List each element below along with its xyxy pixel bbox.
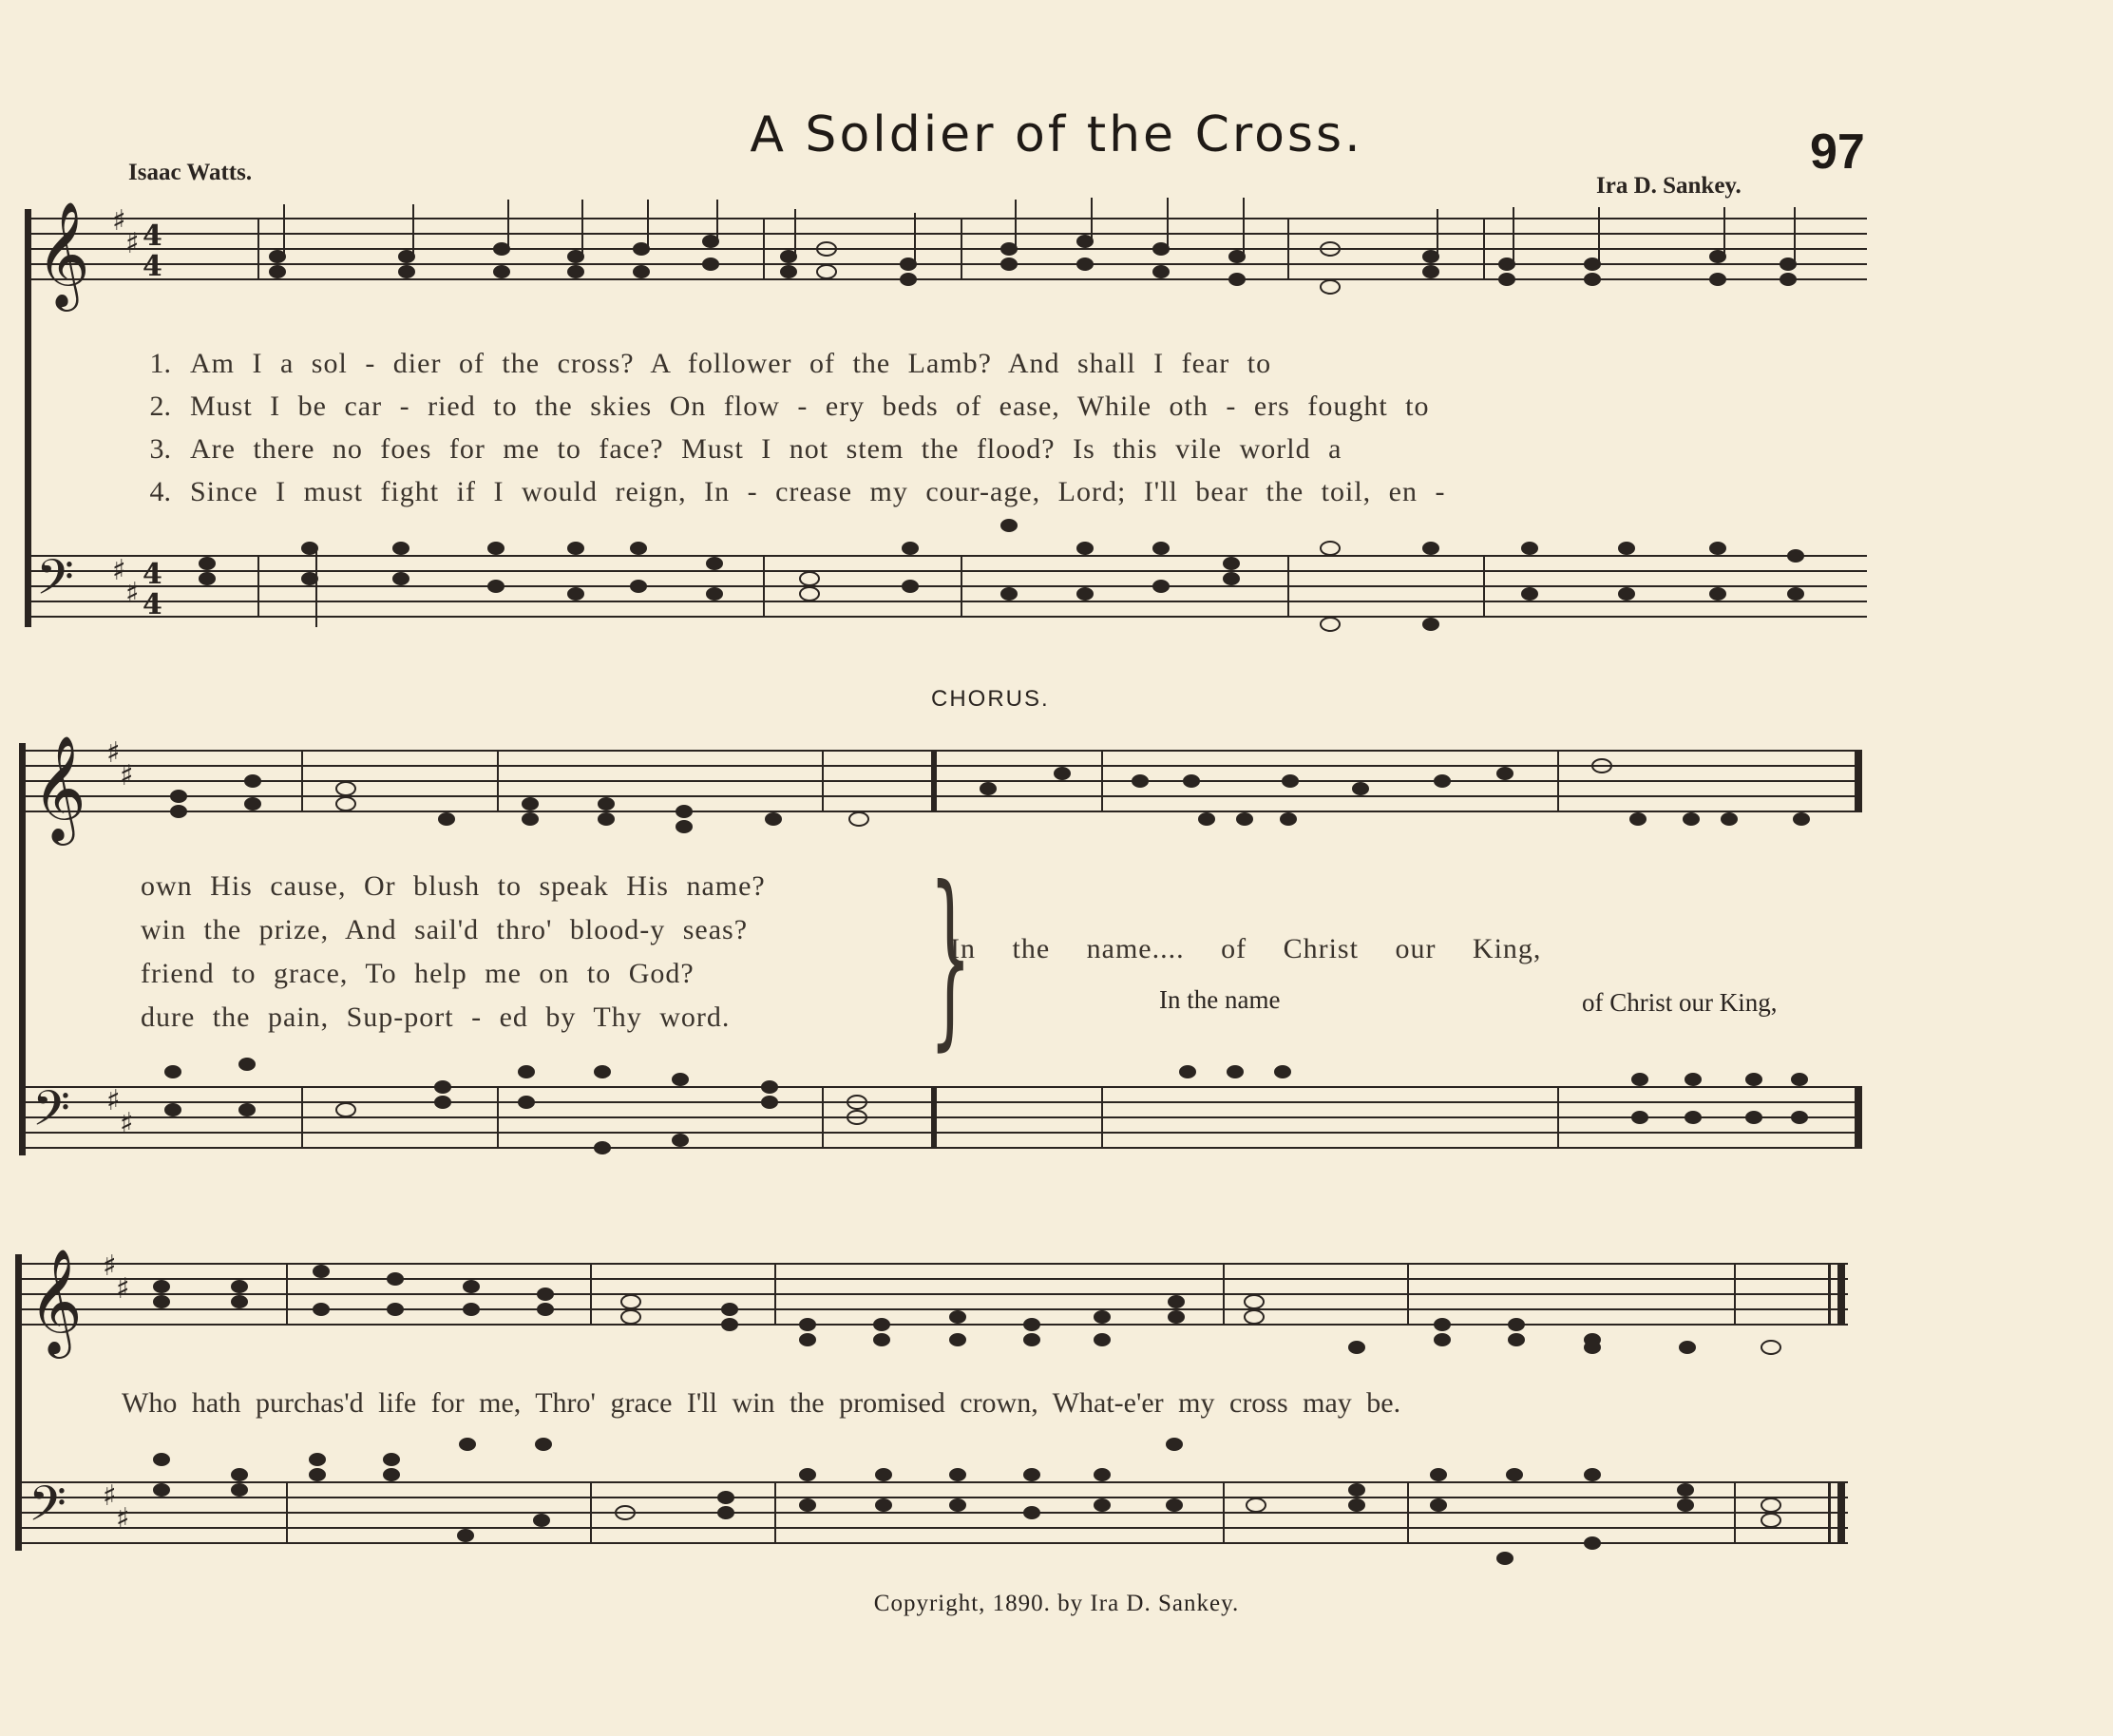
svg-text:♯: ♯	[103, 1479, 117, 1513]
system-1-bass-staff	[29, 556, 1867, 617]
chorus-label: CHORUS.	[931, 686, 1050, 712]
svg-text:♯: ♯	[112, 554, 126, 587]
svg-text:♯: ♯	[125, 227, 140, 260]
verse-line: 1. Am I a sol - dier of the cross? A follower of the Lamb? And shall I fear to	[149, 348, 1272, 379]
composer-credit: Ira D. Sankey.	[1596, 173, 1742, 199]
system-1-bracket	[25, 209, 31, 627]
svg-text:4: 4	[143, 250, 162, 283]
copyright-notice: Copyright, 1890. by Ira D. Sankey.	[873, 1591, 1240, 1616]
system-2-treble-staff	[23, 751, 1862, 811]
verse-ending: friend to grace, To help me on to God?	[141, 958, 695, 989]
treble-clef-icon: 𝄞	[36, 200, 90, 307]
verse-endings	[141, 865, 920, 1040]
svg-text:4: 4	[143, 219, 162, 253]
system-3-treble-staff	[19, 1264, 1848, 1325]
svg-text:♯: ♯	[106, 736, 121, 770]
system-3-bracket	[15, 1254, 22, 1551]
verse-brace: }	[929, 847, 972, 1068]
treble-clef-icon: 𝄞	[29, 1248, 83, 1354]
chorus-lyric: Who hath purchas'd life for me, Thro' grace I'll win the promised crown, What-e'er my cross may be.	[122, 1387, 1401, 1419]
svg-text:4: 4	[143, 558, 162, 591]
page-number: 97	[1810, 124, 1865, 180]
verse-ending: win the prize, And sail'd thro' blood-y seas?	[141, 914, 749, 945]
verse-line: 2. Must I be car - ried to the skies On flow - ery beds of ease, While oth - ers fought to	[149, 391, 1430, 422]
svg-text:♯: ♯	[120, 759, 134, 792]
svg-text:♯: ♯	[120, 1107, 134, 1140]
svg-text:♯: ♯	[106, 1084, 121, 1117]
refrain-echo-1: In the name	[1159, 985, 1281, 1014]
verse-line: 3. Are there no foes for me to face? Must I not stem the flood? Is this vile world a	[149, 433, 1342, 465]
system-2-bracket	[19, 743, 26, 1155]
system-3-bass-staff	[19, 1482, 1848, 1543]
verse-line: 4. Since I must fight if I would reign, In - crease my cour-age, Lord; I'll bear the toil, en -	[149, 476, 1446, 507]
svg-text:♯: ♯	[103, 1250, 117, 1283]
svg-text:♯: ♯	[116, 1272, 130, 1306]
refrain-lyric: In the name.... of Christ our King,	[950, 933, 1542, 964]
refrain-echo-2: of Christ our King,	[1582, 988, 1778, 1017]
system-2-bass-staff	[23, 1087, 1862, 1148]
bass-clef-icon: 𝄢	[29, 1475, 67, 1544]
hymn-title: A Soldier of the Cross.	[750, 106, 1363, 163]
bass-clef-icon: 𝄢	[36, 548, 74, 618]
bass-clef-icon: 𝄢	[32, 1079, 70, 1149]
treble-clef-icon: 𝄞	[32, 734, 86, 841]
verse-ending: dure the pain, Sup-port - ed by Thy word.	[141, 1002, 731, 1033]
lyricist-credit: Isaac Watts.	[128, 160, 253, 185]
svg-text:♯: ♯	[116, 1502, 130, 1536]
verse-ending: own His cause, Or blush to speak His name?	[141, 870, 766, 902]
verse-lines	[114, 342, 1843, 513]
svg-text:4: 4	[143, 588, 162, 621]
svg-text:♯: ♯	[125, 577, 140, 610]
svg-text:♯: ♯	[112, 204, 126, 238]
